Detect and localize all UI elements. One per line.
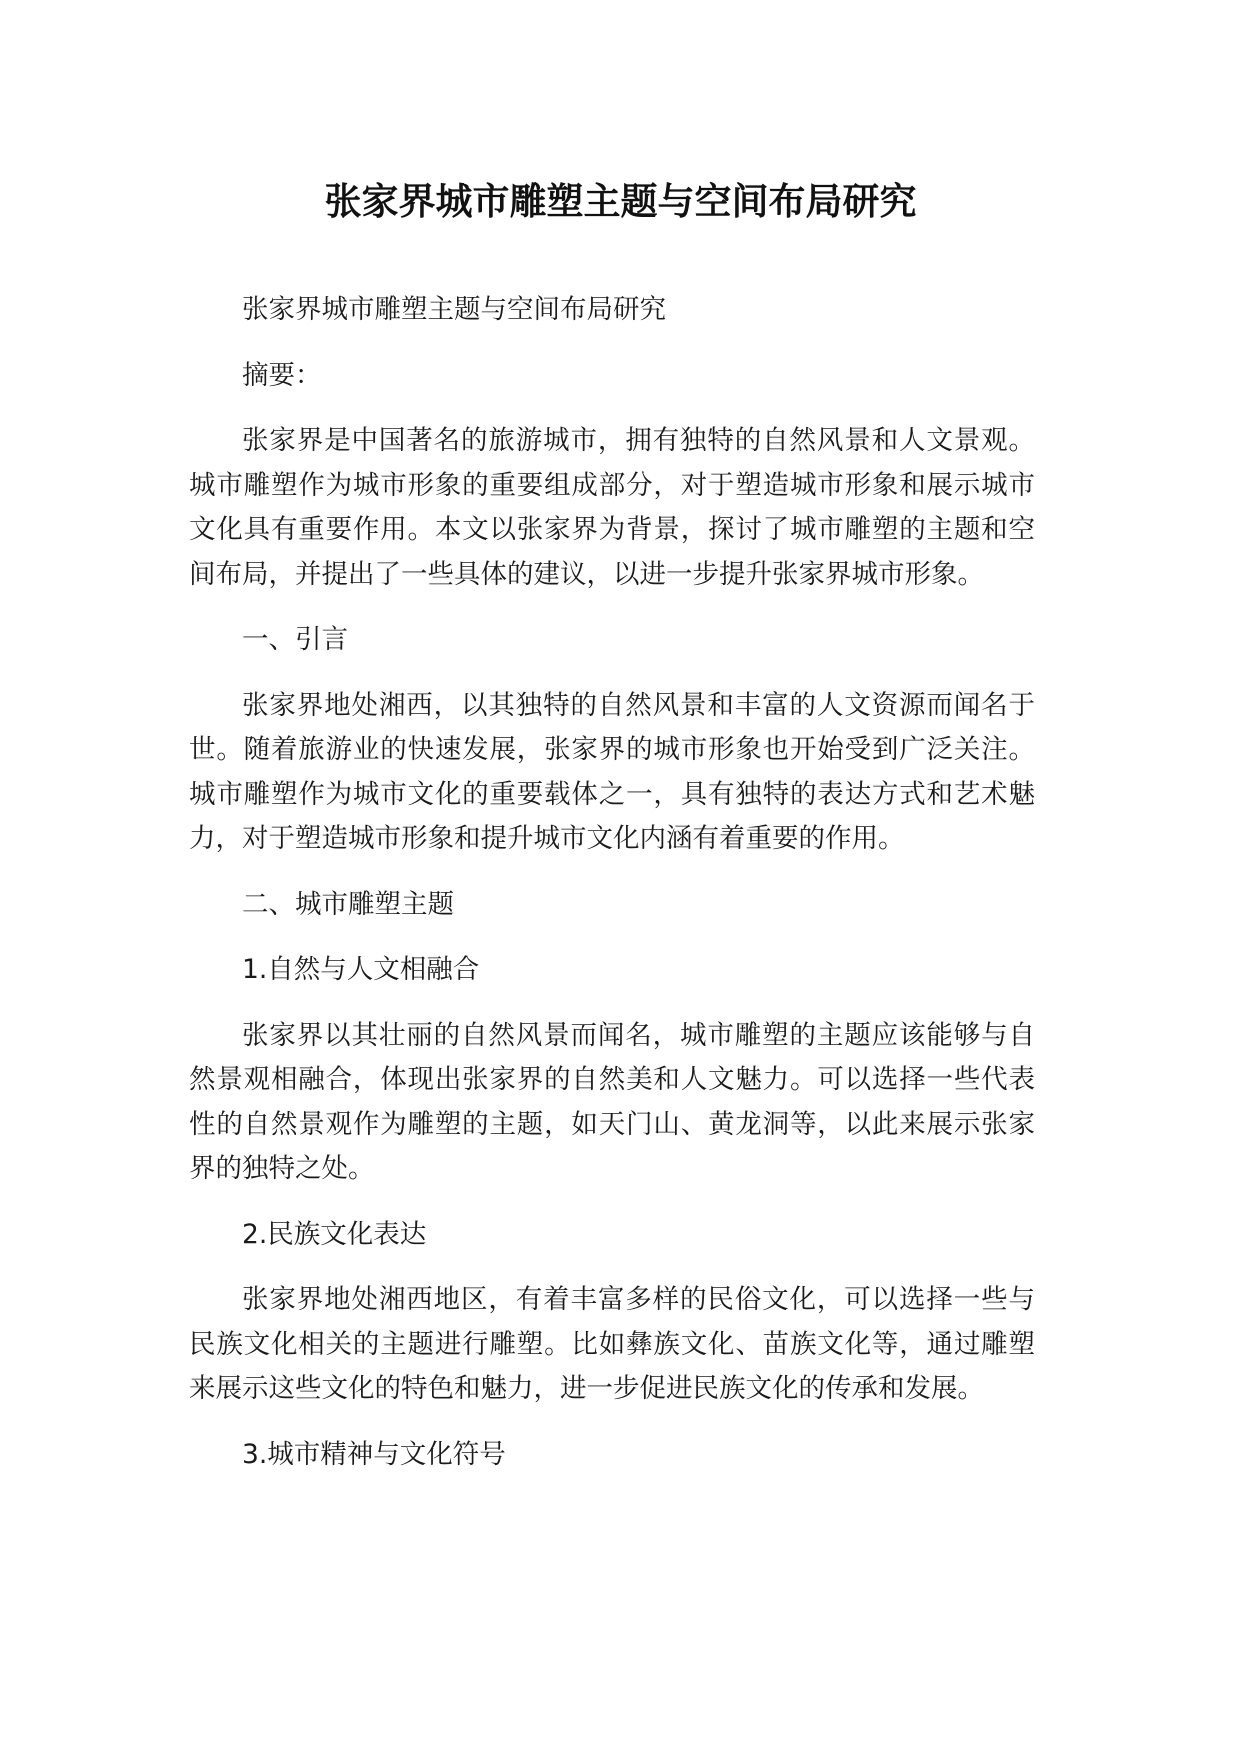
document-title: 张家界城市雕塑主题与空间布局研究 — [324, 180, 917, 223]
paragraph-abstract-label: 摘要： — [242, 359, 322, 391]
paragraph-ethnic-culture: 张家界地处湘西地区，有着丰富多样的民俗文化，可以选择一些与民族文化相关的主题进行雕塑。比如彝族文化、苗族文化等，通过雕塑来展示这些文化的特色和魅力，进一步促进民族文化的传承和发展。 — [189, 1284, 1035, 1404]
section-heading-introduction: 一、引言 — [242, 624, 348, 655]
paragraph-introduction: 张家界地处湘西，以其独特的自然风景和丰富的人文资源而闻名于世。随着旅游业的快速发展，张家界的城市形象也开始受到广泛关注。城市雕塑作为城市文化的重要载体之一，具有独特的表达方式和艺术魅力，对于塑造城市形象和提升城市文化内涵有着重要的作用。 — [189, 689, 1035, 854]
paragraph-nature-culture: 张家界以其壮丽的自然风景而闻名，城市雕塑的主题应该能够与自然景观相融合，体现出张家界的自然美和人文魅力。可以选择一些代表性的自然景观作为雕塑的主题，如天门山、黄龙洞等，以此来展示张家界的独特之处。 — [189, 1019, 1035, 1184]
subsection-heading-ethnic-culture: 2.民族文化表达 — [242, 1218, 427, 1250]
subsection-heading-nature-culture: 1.自然与人文相融合 — [242, 954, 480, 985]
section-heading-sculpture-themes: 二、城市雕塑主题 — [242, 888, 454, 920]
document-body — [189, 288, 1035, 1498]
paragraph-abstract: 张家界是中国著名的旅游城市，拥有独特的自然风景和人文景观。城市雕塑作为城市形象的重要组成部分，对于塑造城市形象和展示城市文化具有重要作用。本文以张家界为背景，探讨了城市雕塑的主题和空间布局，并提出了一些具体的建议，以进一步提升张家界城市形象。 — [189, 425, 1035, 590]
subsection-heading-city-spirit: 3.城市精神与文化符号 — [242, 1438, 506, 1470]
paragraph-subtitle: 张家界城市雕塑主题与空间布局研究 — [242, 294, 666, 325]
